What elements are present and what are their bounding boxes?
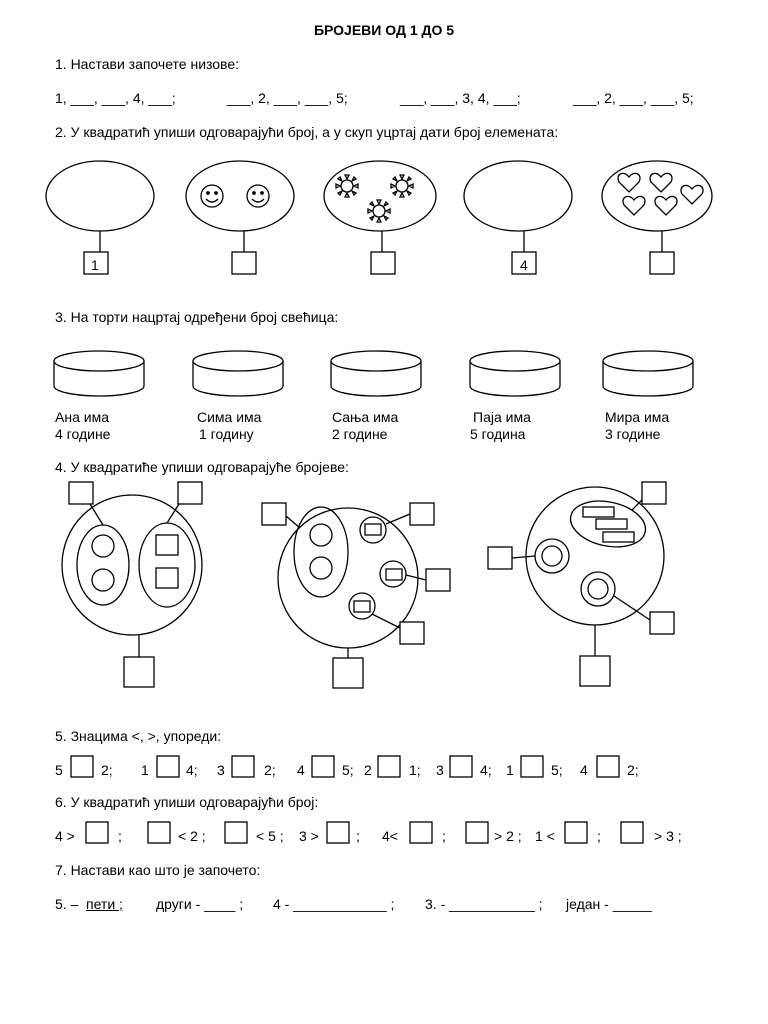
person-age: 2 године	[332, 426, 388, 442]
ordinal-example-number: 5. –	[55, 896, 79, 912]
compare-number: 1	[506, 762, 514, 778]
heart-icon	[681, 185, 703, 204]
task2-heading: 2. У квадратић упиши одговарајући број, а у скуп уцртај дати број елемената:	[55, 124, 559, 140]
cake-4	[470, 351, 560, 396]
set-3-suns	[324, 161, 436, 274]
heart-icon	[618, 173, 640, 192]
compare-number: 5;	[342, 762, 354, 778]
person-age: 3 године	[605, 426, 661, 442]
task6-heading: 6. У квадратић упиши одговарајући број:	[55, 794, 319, 810]
person-age: 1 годину	[199, 426, 254, 442]
task6-answer-boxes	[86, 822, 643, 843]
worksheet-title: БРОЈЕВИ ОД 1 ДО 5	[313, 22, 455, 38]
compare-number: 4;	[480, 762, 492, 778]
heart-icon	[655, 196, 677, 215]
inequality-text: > 2 ;	[494, 828, 522, 844]
set-diagram-1	[62, 482, 202, 687]
person-name: Паја има	[473, 409, 531, 425]
compare-number: 2	[364, 762, 372, 778]
inequality-text: 4 >	[55, 828, 75, 844]
task7-heading: 7. Настави као што је започето:	[55, 862, 261, 878]
sun-icon	[391, 175, 413, 197]
compare-number: 1;	[409, 762, 421, 778]
person-name: Сима има	[197, 409, 262, 425]
heart-icon	[650, 173, 672, 192]
ordinal-example-word: пети ;	[86, 896, 123, 912]
set-diagram-3	[488, 482, 674, 686]
sun-icon	[336, 175, 358, 197]
person-name: Сања има	[332, 409, 399, 425]
task5-heading: 5. Знацима <, >, упореди:	[55, 728, 222, 744]
cake-3	[331, 351, 421, 396]
compare-number: 2;	[264, 762, 276, 778]
compare-number: 5	[55, 762, 63, 778]
inequality-text: ;	[118, 828, 122, 844]
person-name: Ана има	[55, 409, 109, 425]
compare-number: 3	[217, 762, 225, 778]
sequence-2: ___, 2, ___, ___, 5;	[227, 90, 348, 106]
ordinal-blank: један - _____	[566, 896, 652, 912]
ordinal-blank: 4 - ____________ ;	[273, 896, 395, 912]
compare-number: 2;	[101, 762, 113, 778]
cake-2	[193, 351, 283, 396]
set-1	[46, 161, 154, 274]
compare-number: 3	[436, 762, 444, 778]
sun-icon	[368, 200, 390, 222]
cake-1	[54, 351, 144, 396]
inequality-text: ;	[442, 828, 446, 844]
compare-number: 2;	[627, 762, 639, 778]
person-age: 4 године	[55, 426, 111, 442]
inequality-text: 1 <	[535, 828, 555, 844]
inequality-text: < 2 ;	[178, 828, 206, 844]
smiley-icon	[201, 185, 223, 207]
inequality-text: ;	[597, 828, 601, 844]
inequality-text: > 3 ;	[654, 828, 682, 844]
compare-number: 4	[580, 762, 588, 778]
sequence-1: 1, ___, ___, 4, ___;	[55, 90, 176, 106]
sequence-3: ___, ___, 3, 4, ___;	[400, 90, 521, 106]
set-1-count: 1	[91, 257, 99, 273]
heart-icon	[623, 196, 645, 215]
compare-number: 1	[141, 762, 149, 778]
task1-heading: 1. Настави започете низове:	[55, 56, 240, 72]
task4-heading: 4. У квадратиће упиши одговарајуће бројеве:	[55, 459, 349, 475]
ordinal-blank: 3. - ___________ ;	[425, 896, 543, 912]
set-2-smileys	[186, 161, 294, 274]
person-name: Мира има	[605, 409, 670, 425]
ordinal-blank: други - ____ ;	[156, 896, 244, 912]
task3-heading: 3. На торти нацртај одређени број свећица:	[55, 309, 339, 325]
set-diagram-2	[262, 503, 450, 688]
person-age: 5 година	[470, 426, 526, 442]
compare-number: 4	[297, 762, 305, 778]
set-4	[464, 161, 572, 274]
inequality-text: 3 >	[299, 828, 319, 844]
compare-number: 5;	[551, 762, 563, 778]
inequality-text: ;	[356, 828, 360, 844]
cake-5	[603, 351, 693, 396]
inequality-text: 4<	[382, 828, 398, 844]
set-5-hearts	[602, 161, 712, 274]
inequality-text: < 5 ;	[256, 828, 284, 844]
set-4-count: 4	[520, 257, 528, 273]
sequence-4: ___, 2, ___, ___, 5;	[573, 90, 694, 106]
smiley-icon	[247, 185, 269, 207]
compare-number: 4;	[186, 762, 198, 778]
